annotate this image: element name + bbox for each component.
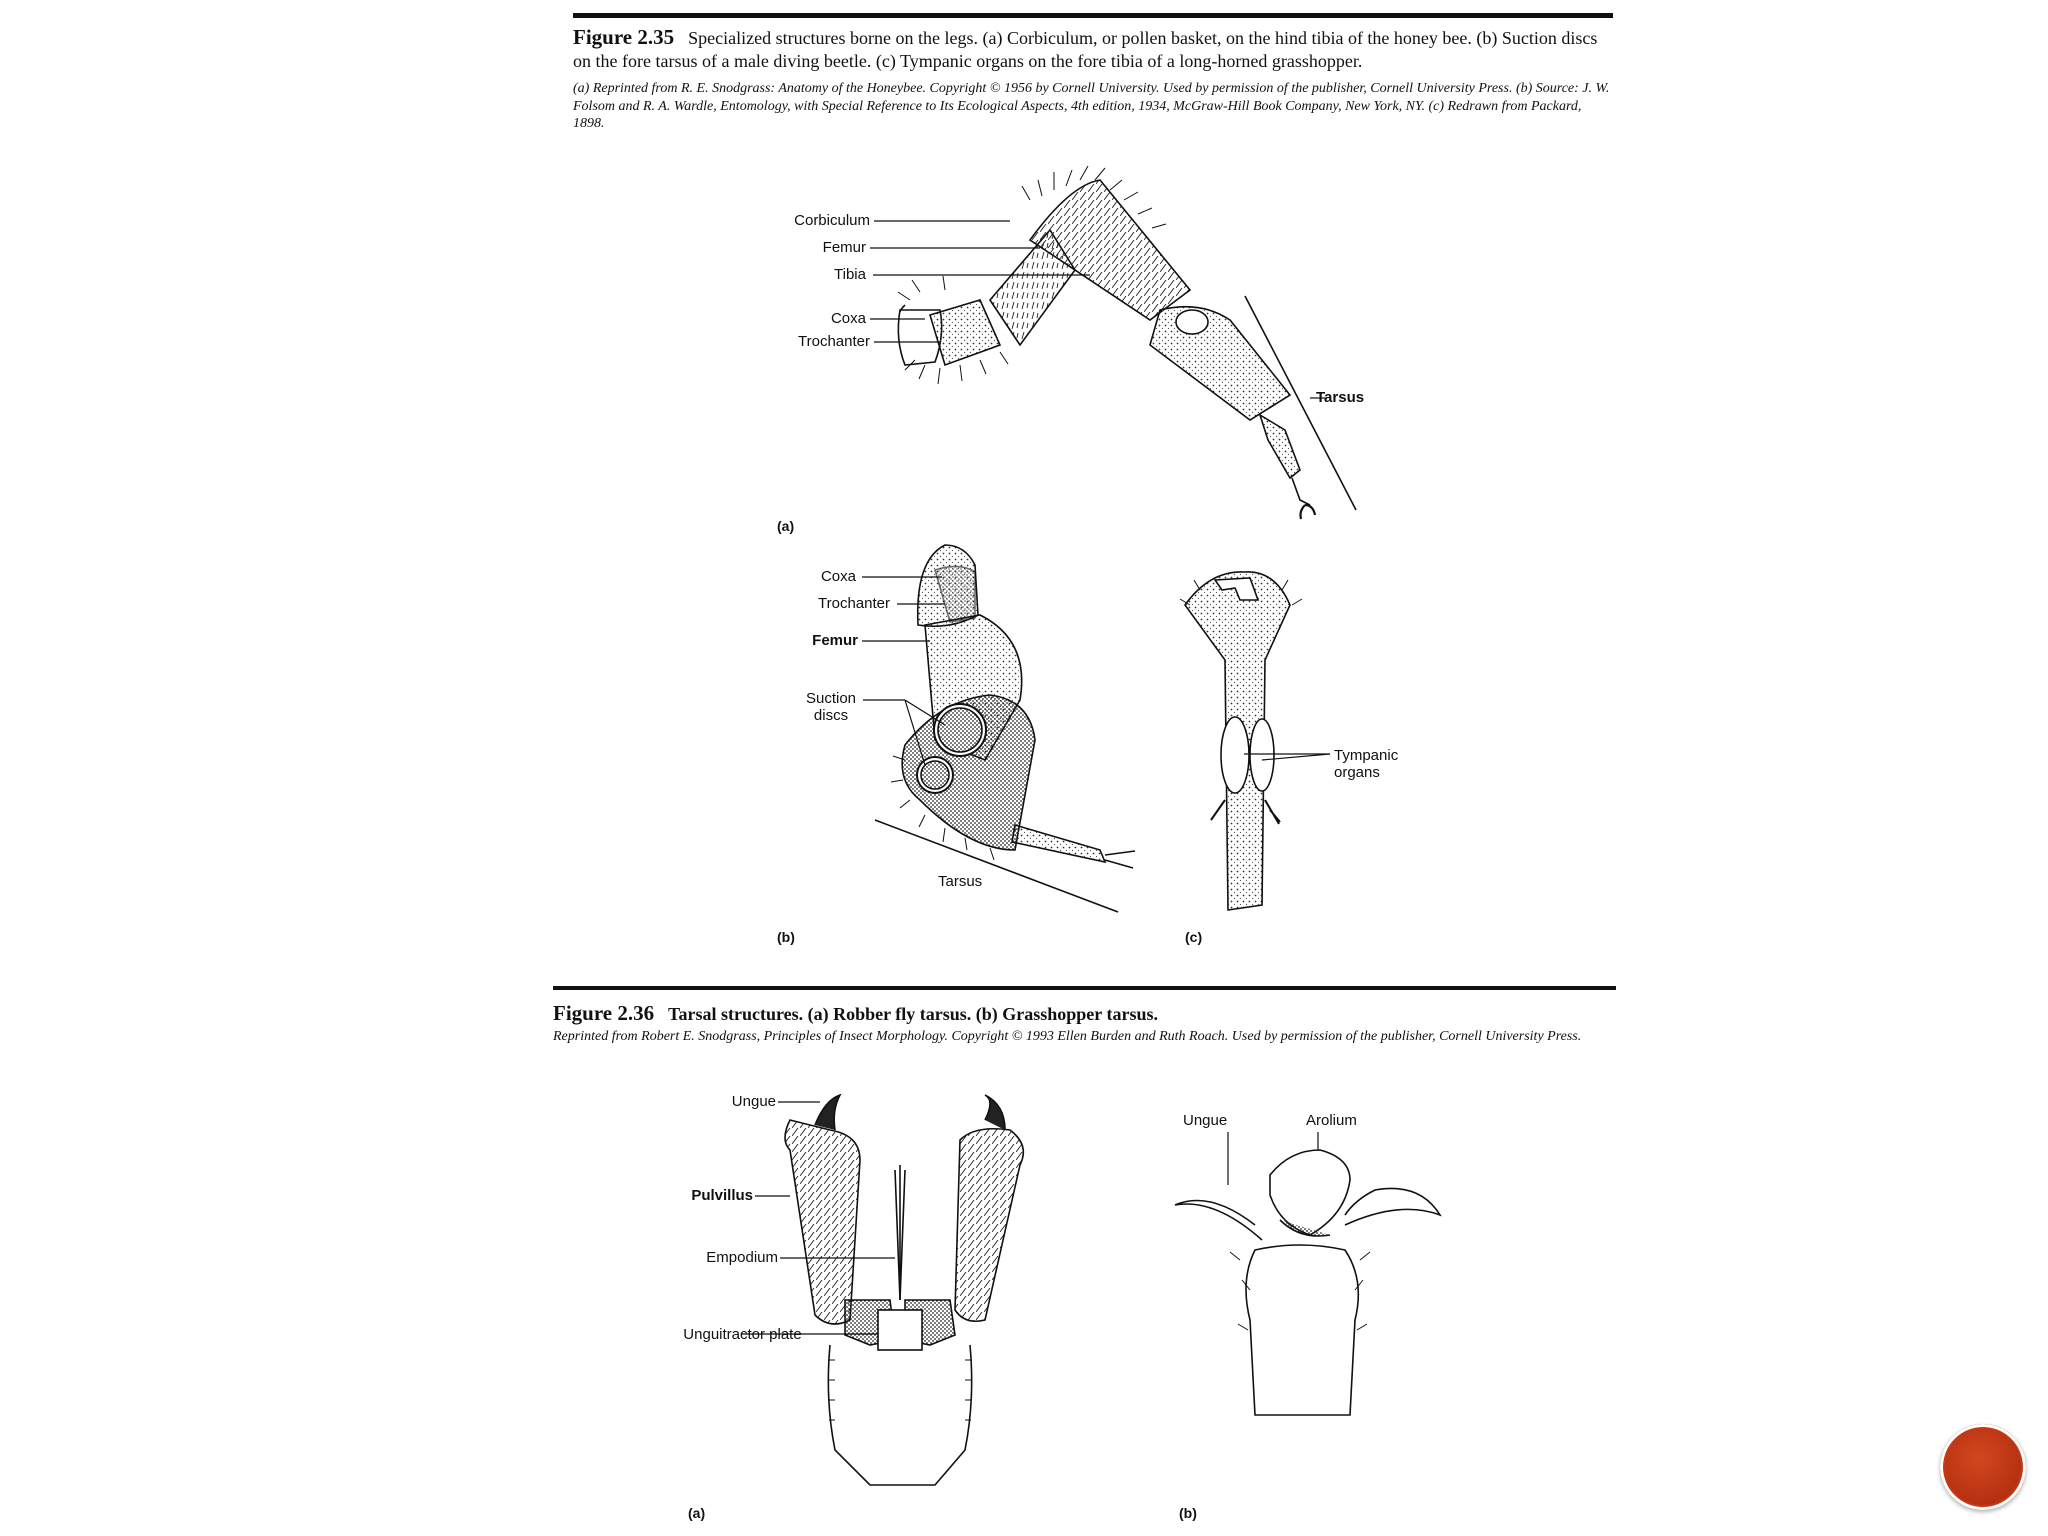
label-tarsus-a: Tarsus: [1316, 389, 1365, 406]
label-empodium: Empodium: [706, 1249, 778, 1266]
figure-2-35-number: Figure 2.35: [573, 25, 675, 49]
label-ungue-grasshopper: Ungue: [1183, 1112, 1228, 1129]
panel-a-tag: (a): [777, 518, 795, 534]
next-slide-button[interactable]: [1940, 1424, 2026, 1510]
grasshopper-tarsus-drawing: [1175, 1150, 1440, 1415]
next-slide-icon: [1940, 1424, 2026, 1510]
label-coxa-a: Coxa: [830, 310, 866, 327]
middle-rule: [553, 986, 1616, 990]
fig36-panel-a-tag: (a): [688, 1505, 706, 1521]
label-unguitractor-plate: Unguitractor plate: [683, 1326, 802, 1343]
label-trochanter-b: Trochanter: [818, 595, 890, 612]
label-tarsus-b: Tarsus: [938, 873, 983, 890]
figure-2-36-caption: [553, 1000, 1616, 1026]
label-femur-a: Femur: [822, 239, 866, 256]
label-suction-discs: Suction discs: [805, 690, 857, 725]
fig36-panel-b-tag: (b): [1179, 1505, 1197, 1521]
label-trochanter-a: Trochanter: [798, 333, 870, 350]
grasshopper-fore-tibia-drawing: [1180, 572, 1302, 910]
figure-2-36-number: Figure 2.36: [553, 1001, 655, 1025]
panel-c-tag: (c): [1185, 929, 1203, 945]
panel-b-tag: (b): [777, 929, 795, 945]
label-tibia-a: Tibia: [834, 266, 866, 283]
figure-2-35-caption-text: Specialized structures borne on the legs. (a) Corbiculum, or pollen basket, on the hind tibia of the honey bee. (b) Suction discs on the fore tarsus of a male diving beetle. (c) Tympanic organs on the fore tibia of a long-horned grasshopper.: [573, 28, 1598, 72]
figure-2-36-caption-text: Tarsal structures. (a) Robber fly tarsus. (b) Grasshopper tarsus.: [668, 1004, 1158, 1024]
label-tympanic-organs: Tympanic organs: [1334, 747, 1399, 782]
label-arolium: Arolium: [1306, 1112, 1357, 1129]
label-corbiculum: Corbiculum: [794, 212, 870, 229]
label-femur-b: Femur: [812, 632, 858, 649]
figure-2-36-credit: Reprinted from Robert E. Snodgrass, Principles of Insect Morphology. Copyright © 1993 Ellen Burden and Ruth Roach. Used by permission of the publisher, Cornell University Press.: [553, 1029, 1582, 1044]
honeybee-hind-leg-drawing: [898, 166, 1356, 519]
label-coxa-b: Coxa: [820, 568, 856, 585]
robber-fly-tarsus-drawing: [785, 1095, 1023, 1485]
label-ungue-fly: Ungue: [731, 1093, 776, 1110]
figure-2-35-credit: (a) Reprinted from R. E. Snodgrass: Anatomy of the Honeybee. Copyright © 1956 by Cornell University. Used by permission of the publisher, Cornell University Press. (b) Source: J. W. Folsom and R. A. Wardle, Entomology, with Special Reference to Its Ecological Aspects, 4th edition, 1934, McGraw-Hill Book Company, New York, NY. (c) Redrawn from Packard, 1898.: [573, 81, 1610, 131]
label-pulvillus: Pulvillus: [691, 1187, 753, 1204]
